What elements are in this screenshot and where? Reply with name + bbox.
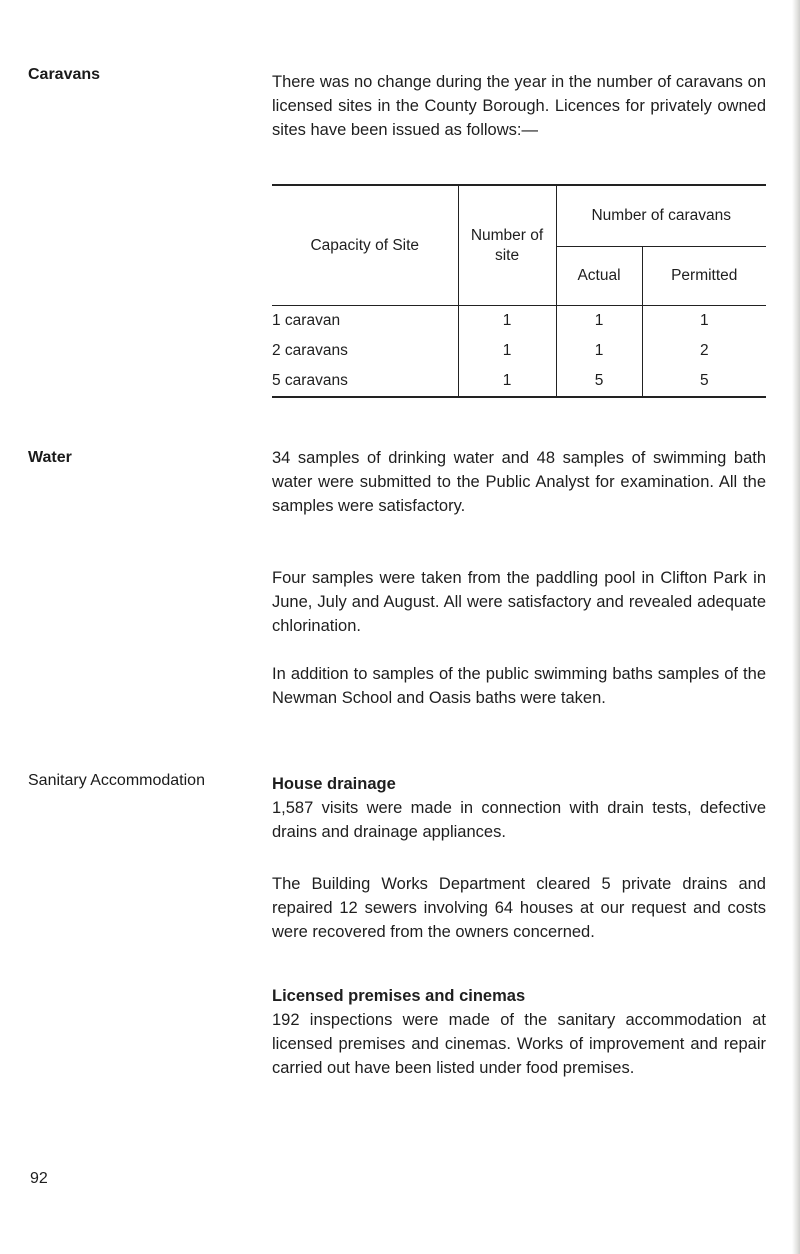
cell-actual: 1 [556,336,642,366]
cell-permitted: 5 [642,366,766,397]
water-paragraph-3: In addition to samples of the public swimming baths samples of the Newman School and Oasis baths were taken. [272,665,766,707]
water-paragraph-2: Four samples were taken from the paddling pool in Clifton Park in June, July and August. All were satisfactory and revealed adequate chlorination. [272,569,766,635]
header-capacity: Capacity of Site [272,185,458,306]
cell-actual: 5 [556,366,642,397]
caravans-text: There was no change during the year in the number of caravans on licensed sites in the County Borough. Licences for privately owned sites have been issued as follows:— [272,73,766,139]
header-permitted: Permitted [642,247,766,306]
water-heading: Water [28,449,72,466]
table-row [272,366,766,397]
page-number: 92 [30,1170,48,1187]
house-drainage-text: 1,587 visits were made in connection with drain tests, defective drains and drainage appliances. [272,799,766,841]
table-row [272,336,766,366]
caravans-heading: Caravans [28,66,101,83]
cell-sites: 1 [458,366,556,397]
page-edge [792,0,800,1254]
cell-sites: 1 [458,336,556,366]
licensed-premises-text: 192 inspections were made of the sanitary accommodation at licensed premises and cinemas. Works of improvement and repair carried out have been listed under food premises. [272,1011,766,1077]
sanitary-heading: Sanitary Accommodation [28,772,205,789]
table-row [272,306,766,337]
licensed-premises-section [272,984,766,1080]
cell-capacity: 2 caravans [272,342,348,359]
cell-capacity: 5 caravans [272,366,458,397]
header-actual: Actual [556,247,642,306]
cell-permitted: 2 [642,336,766,366]
licensed-premises-title: Licensed premises and cinemas [272,987,526,1005]
water-paragraph-1: 34 samples of drinking water and 48 samples of swimming bath water were submitted to the Public Analyst for examination. All the samples were satisfactory. [272,449,766,515]
cell-actual: 1 [556,306,642,337]
house-drainage-title: House drainage [272,775,396,793]
house-drainage-section [272,772,766,844]
caravans-table [272,184,766,398]
cell-capacity: 1 caravan [272,312,341,329]
header-number-of-site: Number of site [458,185,556,306]
cell-permitted: 1 [642,306,766,337]
building-works-text: The Building Works Department cleared 5 private drains and repaired 12 sewers involving 64 houses at our request and costs were recovered from the owners concerned. [272,875,766,941]
header-number-of-caravans: Number of caravans [556,185,766,247]
cell-sites: 1 [458,306,556,337]
